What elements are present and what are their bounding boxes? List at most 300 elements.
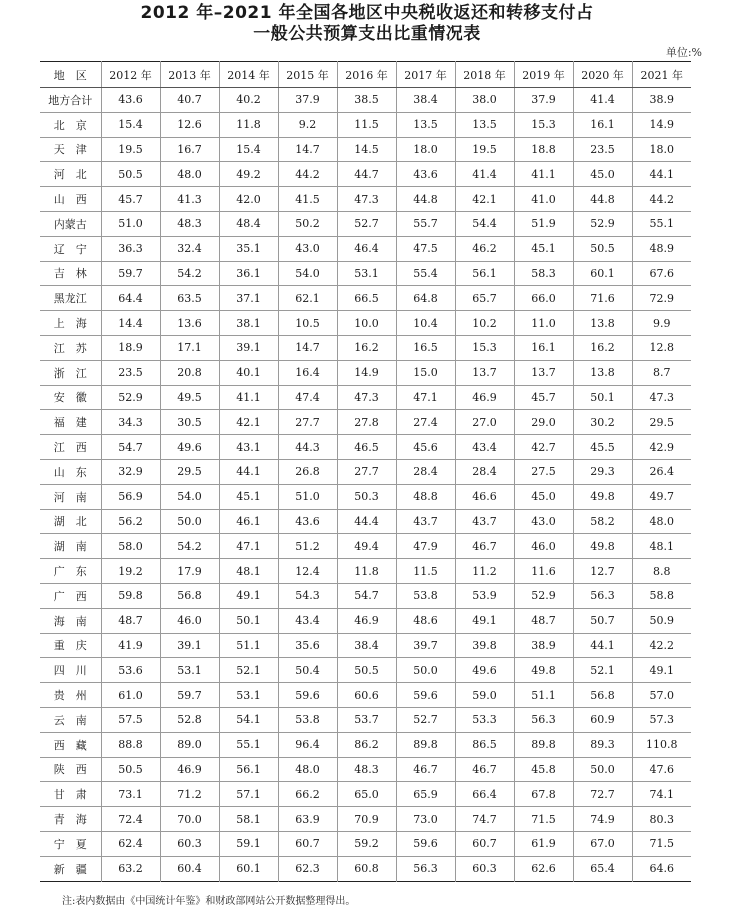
- value-cell: 42.9: [632, 435, 691, 460]
- value-cell: 56.1: [455, 261, 514, 286]
- value-cell: 15.3: [514, 112, 573, 137]
- value-cell: 28.4: [396, 459, 455, 484]
- value-cell: 40.2: [219, 88, 278, 113]
- table-row: [40, 608, 691, 633]
- value-cell: 44.1: [573, 633, 632, 658]
- value-cell: 38.9: [514, 633, 573, 658]
- table-row: [40, 856, 691, 881]
- value-cell: 54.7: [337, 583, 396, 608]
- value-cell: 65.9: [396, 782, 455, 807]
- table-row: [40, 137, 691, 162]
- value-cell: 48.3: [160, 211, 219, 236]
- value-cell: 43.4: [278, 608, 337, 633]
- value-cell: 41.4: [573, 88, 632, 113]
- value-cell: 60.7: [278, 831, 337, 856]
- value-cell: 88.8: [101, 732, 160, 757]
- value-cell: 53.6: [101, 658, 160, 683]
- table-row: [40, 658, 691, 683]
- value-cell: 50.1: [219, 608, 278, 633]
- value-cell: 53.1: [160, 658, 219, 683]
- value-cell: 26.4: [632, 459, 691, 484]
- region-cell: 甘 肃: [40, 782, 101, 807]
- value-cell: 48.0: [632, 509, 691, 534]
- column-header-year: 2019 年: [514, 62, 573, 88]
- value-cell: 41.0: [514, 187, 573, 212]
- column-header-year: 2014 年: [219, 62, 278, 88]
- value-cell: 29.5: [160, 459, 219, 484]
- value-cell: 50.2: [278, 211, 337, 236]
- header-row: [40, 62, 691, 88]
- value-cell: 27.4: [396, 410, 455, 435]
- value-cell: 57.0: [632, 683, 691, 708]
- table-row: [40, 633, 691, 658]
- value-cell: 56.3: [396, 856, 455, 881]
- value-cell: 52.7: [396, 707, 455, 732]
- value-cell: 15.3: [455, 335, 514, 360]
- value-cell: 59.1: [219, 831, 278, 856]
- table-row: [40, 757, 691, 782]
- region-cell: 海 南: [40, 608, 101, 633]
- value-cell: 46.4: [337, 236, 396, 261]
- value-cell: 12.8: [632, 335, 691, 360]
- value-cell: 46.6: [455, 484, 514, 509]
- value-cell: 36.3: [101, 236, 160, 261]
- region-cell: 天 津: [40, 137, 101, 162]
- value-cell: 43.0: [278, 236, 337, 261]
- value-cell: 86.2: [337, 732, 396, 757]
- value-cell: 16.2: [573, 335, 632, 360]
- table-row: [40, 385, 691, 410]
- value-cell: 44.1: [632, 162, 691, 187]
- table-row: [40, 236, 691, 261]
- value-cell: 49.6: [455, 658, 514, 683]
- table-row: [40, 335, 691, 360]
- value-cell: 16.1: [514, 335, 573, 360]
- region-cell: 上 海: [40, 311, 101, 336]
- region-cell: 贵 州: [40, 683, 101, 708]
- value-cell: 61.0: [101, 683, 160, 708]
- value-cell: 54.2: [160, 261, 219, 286]
- column-header-year: 2021 年: [632, 62, 691, 88]
- value-cell: 40.7: [160, 88, 219, 113]
- region-cell: 北 京: [40, 112, 101, 137]
- value-cell: 38.4: [396, 88, 455, 113]
- value-cell: 10.5: [278, 311, 337, 336]
- value-cell: 62.3: [278, 856, 337, 881]
- value-cell: 39.8: [455, 633, 514, 658]
- table-header: [40, 62, 691, 88]
- region-cell: 河 南: [40, 484, 101, 509]
- value-cell: 43.4: [455, 435, 514, 460]
- value-cell: 48.7: [514, 608, 573, 633]
- value-cell: 26.8: [278, 459, 337, 484]
- value-cell: 12.7: [573, 559, 632, 584]
- value-cell: 60.3: [160, 831, 219, 856]
- table-row: [40, 484, 691, 509]
- value-cell: 48.7: [101, 608, 160, 633]
- value-cell: 45.6: [396, 435, 455, 460]
- value-cell: 67.0: [573, 831, 632, 856]
- column-header-year: 2017 年: [396, 62, 455, 88]
- region-cell: 内蒙古: [40, 211, 101, 236]
- region-cell: 山 西: [40, 187, 101, 212]
- value-cell: 44.2: [632, 187, 691, 212]
- value-cell: 49.4: [337, 534, 396, 559]
- table-row: [40, 583, 691, 608]
- value-cell: 53.7: [337, 707, 396, 732]
- value-cell: 50.0: [573, 757, 632, 782]
- unit-label: 单位:%: [665, 46, 702, 59]
- value-cell: 41.1: [514, 162, 573, 187]
- value-cell: 11.6: [514, 559, 573, 584]
- value-cell: 46.7: [455, 757, 514, 782]
- value-cell: 49.5: [160, 385, 219, 410]
- value-cell: 47.4: [278, 385, 337, 410]
- value-cell: 15.0: [396, 360, 455, 385]
- value-cell: 60.1: [219, 856, 278, 881]
- value-cell: 44.2: [278, 162, 337, 187]
- region-cell: 地方合计: [40, 88, 101, 113]
- value-cell: 37.9: [514, 88, 573, 113]
- value-cell: 42.1: [219, 410, 278, 435]
- value-cell: 47.1: [219, 534, 278, 559]
- value-cell: 48.0: [160, 162, 219, 187]
- value-cell: 60.3: [455, 856, 514, 881]
- value-cell: 43.6: [101, 88, 160, 113]
- value-cell: 14.5: [337, 137, 396, 162]
- value-cell: 72.9: [632, 286, 691, 311]
- value-cell: 47.3: [632, 385, 691, 410]
- table-row: [40, 261, 691, 286]
- value-cell: 45.1: [219, 484, 278, 509]
- value-cell: 50.4: [278, 658, 337, 683]
- value-cell: 13.6: [160, 311, 219, 336]
- value-cell: 54.4: [455, 211, 514, 236]
- value-cell: 10.0: [337, 311, 396, 336]
- value-cell: 11.8: [219, 112, 278, 137]
- value-cell: 17.9: [160, 559, 219, 584]
- value-cell: 19.5: [455, 137, 514, 162]
- value-cell: 70.9: [337, 807, 396, 832]
- table-row: [40, 211, 691, 236]
- region-cell: 新 疆: [53, 862, 87, 876]
- value-cell: 53.8: [396, 583, 455, 608]
- value-cell: 44.8: [573, 187, 632, 212]
- value-cell: 45.1: [514, 236, 573, 261]
- value-cell: 38.9: [632, 88, 691, 113]
- value-cell: 56.3: [573, 583, 632, 608]
- value-cell: 49.1: [455, 608, 514, 633]
- region-cell: 河 北: [40, 162, 101, 187]
- value-cell: 38.5: [337, 88, 396, 113]
- value-cell: 42.0: [219, 187, 278, 212]
- value-cell: 52.9: [573, 211, 632, 236]
- value-cell: 12.6: [160, 112, 219, 137]
- value-cell: 63.5: [160, 286, 219, 311]
- value-cell: 54.3: [278, 583, 337, 608]
- value-cell: 41.5: [278, 187, 337, 212]
- value-cell: 19.2: [101, 559, 160, 584]
- value-cell: 46.7: [455, 534, 514, 559]
- value-cell: 67.8: [514, 782, 573, 807]
- value-cell: 37.1: [219, 286, 278, 311]
- value-cell: 74.9: [573, 807, 632, 832]
- value-cell: 42.1: [455, 187, 514, 212]
- value-cell: 13.8: [573, 311, 632, 336]
- value-cell: 66.5: [337, 286, 396, 311]
- value-cell: 55.7: [396, 211, 455, 236]
- value-cell: 49.8: [573, 484, 632, 509]
- value-cell: 38.0: [455, 88, 514, 113]
- value-cell: 11.2: [455, 559, 514, 584]
- value-cell: 41.4: [455, 162, 514, 187]
- value-cell: 8.8: [632, 559, 691, 584]
- value-cell: 10.2: [455, 311, 514, 336]
- value-cell: 39.7: [396, 633, 455, 658]
- value-cell: 56.1: [219, 757, 278, 782]
- value-cell: 64.4: [101, 286, 160, 311]
- value-cell: 13.5: [396, 112, 455, 137]
- value-cell: 89.3: [573, 732, 632, 757]
- table-row: [40, 683, 691, 708]
- value-cell: 10.4: [396, 311, 455, 336]
- value-cell: 72.4: [101, 807, 160, 832]
- value-cell: 27.7: [337, 459, 396, 484]
- value-cell: 18.9: [101, 335, 160, 360]
- value-cell: 43.0: [514, 509, 573, 534]
- value-cell: 41.9: [101, 633, 160, 658]
- value-cell: 42.7: [514, 435, 573, 460]
- value-cell: 14.9: [632, 112, 691, 137]
- value-cell: 29.3: [573, 459, 632, 484]
- value-cell: 65.4: [573, 856, 632, 881]
- region-cell: 山 东: [40, 459, 101, 484]
- value-cell: 13.7: [514, 360, 573, 385]
- value-cell: 48.6: [396, 608, 455, 633]
- value-cell: 16.1: [573, 112, 632, 137]
- value-cell: 54.0: [278, 261, 337, 286]
- value-cell: 54.7: [101, 435, 160, 460]
- value-cell: 51.0: [101, 211, 160, 236]
- value-cell: 48.1: [632, 534, 691, 559]
- value-cell: 23.5: [101, 360, 160, 385]
- value-cell: 49.1: [632, 658, 691, 683]
- value-cell: 59.6: [278, 683, 337, 708]
- value-cell: 58.8: [632, 583, 691, 608]
- value-cell: 89.0: [160, 732, 219, 757]
- value-cell: 57.5: [101, 707, 160, 732]
- column-header-year: 2015 年: [278, 62, 337, 88]
- value-cell: 47.6: [632, 757, 691, 782]
- document-title-line-1: 2012 年–2021 年全国各地区中央税收返还和转移支付占: [140, 3, 594, 23]
- value-cell: 60.7: [455, 831, 514, 856]
- table-row: [40, 509, 691, 534]
- value-cell: 12.4: [278, 559, 337, 584]
- table-row: [40, 112, 691, 137]
- value-cell: 73.1: [101, 782, 160, 807]
- region-cell: 宁 夏: [40, 831, 101, 856]
- value-cell: 27.8: [337, 410, 396, 435]
- value-cell: 59.7: [101, 261, 160, 286]
- value-cell: 44.8: [396, 187, 455, 212]
- value-cell: 49.8: [514, 658, 573, 683]
- value-cell: 47.9: [396, 534, 455, 559]
- value-cell: 45.7: [514, 385, 573, 410]
- value-cell: 13.5: [455, 112, 514, 137]
- table-row: [40, 360, 691, 385]
- value-cell: 73.0: [396, 807, 455, 832]
- value-cell: 110.8: [632, 732, 691, 757]
- region-cell: 湖 北: [40, 509, 101, 534]
- value-cell: 59.2: [337, 831, 396, 856]
- document-title-line-2: 一般公共预算支出比重情况表: [253, 24, 481, 44]
- value-cell: 34.3: [101, 410, 160, 435]
- region-cell: 四 川: [40, 658, 101, 683]
- value-cell: 16.5: [396, 335, 455, 360]
- column-header-year: 2018 年: [455, 62, 514, 88]
- value-cell: 43.1: [219, 435, 278, 460]
- value-cell: 51.1: [514, 683, 573, 708]
- value-cell: 49.1: [219, 583, 278, 608]
- value-cell: 86.5: [455, 732, 514, 757]
- value-cell: 74.1: [632, 782, 691, 807]
- value-cell: 58.2: [573, 509, 632, 534]
- value-cell: 39.1: [160, 633, 219, 658]
- value-cell: 80.3: [632, 807, 691, 832]
- value-cell: 46.9: [455, 385, 514, 410]
- value-cell: 52.9: [101, 385, 160, 410]
- value-cell: 58.1: [219, 807, 278, 832]
- value-cell: 53.9: [455, 583, 514, 608]
- value-cell: 50.5: [337, 658, 396, 683]
- value-cell: 49.8: [573, 534, 632, 559]
- value-cell: 46.1: [219, 509, 278, 534]
- value-cell: 60.4: [160, 856, 219, 881]
- value-cell: 48.9: [632, 236, 691, 261]
- value-cell: 30.5: [160, 410, 219, 435]
- value-cell: 63.9: [278, 807, 337, 832]
- ratio-table: [40, 61, 691, 882]
- value-cell: 72.7: [573, 782, 632, 807]
- value-cell: 53.3: [455, 707, 514, 732]
- value-cell: 56.3: [514, 707, 573, 732]
- value-cell: 42.2: [632, 633, 691, 658]
- value-cell: 28.4: [455, 459, 514, 484]
- table-row: [40, 559, 691, 584]
- value-cell: 49.7: [632, 484, 691, 509]
- value-cell: 52.1: [573, 658, 632, 683]
- value-cell: 60.1: [573, 261, 632, 286]
- value-cell: 55.4: [396, 261, 455, 286]
- value-cell: 13.7: [455, 360, 514, 385]
- value-cell: 65.0: [337, 782, 396, 807]
- region-cell: 青 海: [40, 807, 101, 832]
- value-cell: 15.4: [101, 112, 160, 137]
- value-cell: 53.8: [278, 707, 337, 732]
- value-cell: 43.6: [396, 162, 455, 187]
- table-row: [40, 88, 691, 113]
- table-row: [40, 782, 691, 807]
- value-cell: 38.4: [337, 633, 396, 658]
- region-cell: 浙 江: [40, 360, 101, 385]
- value-cell: 39.1: [219, 335, 278, 360]
- value-cell: 11.0: [514, 311, 573, 336]
- value-cell: 64.8: [396, 286, 455, 311]
- table-row: [40, 311, 691, 336]
- region-cell: 重 庆: [40, 633, 101, 658]
- value-cell: 27.0: [455, 410, 514, 435]
- region-cell: 江 西: [40, 435, 101, 460]
- value-cell: 16.2: [337, 335, 396, 360]
- value-cell: 46.0: [514, 534, 573, 559]
- value-cell: 47.3: [337, 187, 396, 212]
- value-cell: 19.5: [101, 137, 160, 162]
- value-cell: 45.0: [514, 484, 573, 509]
- value-cell: 59.7: [160, 683, 219, 708]
- value-cell: 66.2: [278, 782, 337, 807]
- table-row: [40, 459, 691, 484]
- value-cell: 43.7: [455, 509, 514, 534]
- value-cell: 9.9: [632, 311, 691, 336]
- value-cell: 55.1: [632, 211, 691, 236]
- value-cell: 41.3: [160, 187, 219, 212]
- region-cell: 云 南: [40, 707, 101, 732]
- value-cell: 59.0: [455, 683, 514, 708]
- value-cell: 51.9: [514, 211, 573, 236]
- table-row: [40, 707, 691, 732]
- value-cell: 51.0: [278, 484, 337, 509]
- value-cell: 15.4: [219, 137, 278, 162]
- value-cell: 48.8: [396, 484, 455, 509]
- value-cell: 96.4: [278, 732, 337, 757]
- value-cell: 16.4: [278, 360, 337, 385]
- value-cell: 35.6: [278, 633, 337, 658]
- value-cell: 56.9: [101, 484, 160, 509]
- value-cell: 44.1: [219, 459, 278, 484]
- value-cell: 32.4: [160, 236, 219, 261]
- value-cell: 40.1: [219, 360, 278, 385]
- value-cell: 44.3: [278, 435, 337, 460]
- value-cell: 53.1: [219, 683, 278, 708]
- value-cell: 50.7: [573, 608, 632, 633]
- region-cell: 吉 林: [40, 261, 101, 286]
- region-cell: 广 西: [40, 583, 101, 608]
- value-cell: 71.6: [573, 286, 632, 311]
- region-cell: 黑龙江: [40, 286, 101, 311]
- value-cell: 54.0: [160, 484, 219, 509]
- value-cell: 18.0: [396, 137, 455, 162]
- region-cell: 福 建: [40, 410, 101, 435]
- value-cell: 11.5: [396, 559, 455, 584]
- value-cell: 44.7: [337, 162, 396, 187]
- value-cell: 49.2: [219, 162, 278, 187]
- value-cell: 62.4: [101, 831, 160, 856]
- value-cell: 43.7: [396, 509, 455, 534]
- value-cell: 60.8: [337, 856, 396, 881]
- value-cell: 46.7: [396, 757, 455, 782]
- value-cell: 71.2: [160, 782, 219, 807]
- value-cell: 16.7: [160, 137, 219, 162]
- column-header-year: 2016 年: [337, 62, 396, 88]
- value-cell: 45.5: [573, 435, 632, 460]
- value-cell: 46.5: [337, 435, 396, 460]
- value-cell: 45.7: [101, 187, 160, 212]
- value-cell: 57.1: [219, 782, 278, 807]
- value-cell: 51.1: [219, 633, 278, 658]
- value-cell: 62.6: [514, 856, 573, 881]
- table-body: [40, 88, 691, 882]
- table-row: [40, 732, 691, 757]
